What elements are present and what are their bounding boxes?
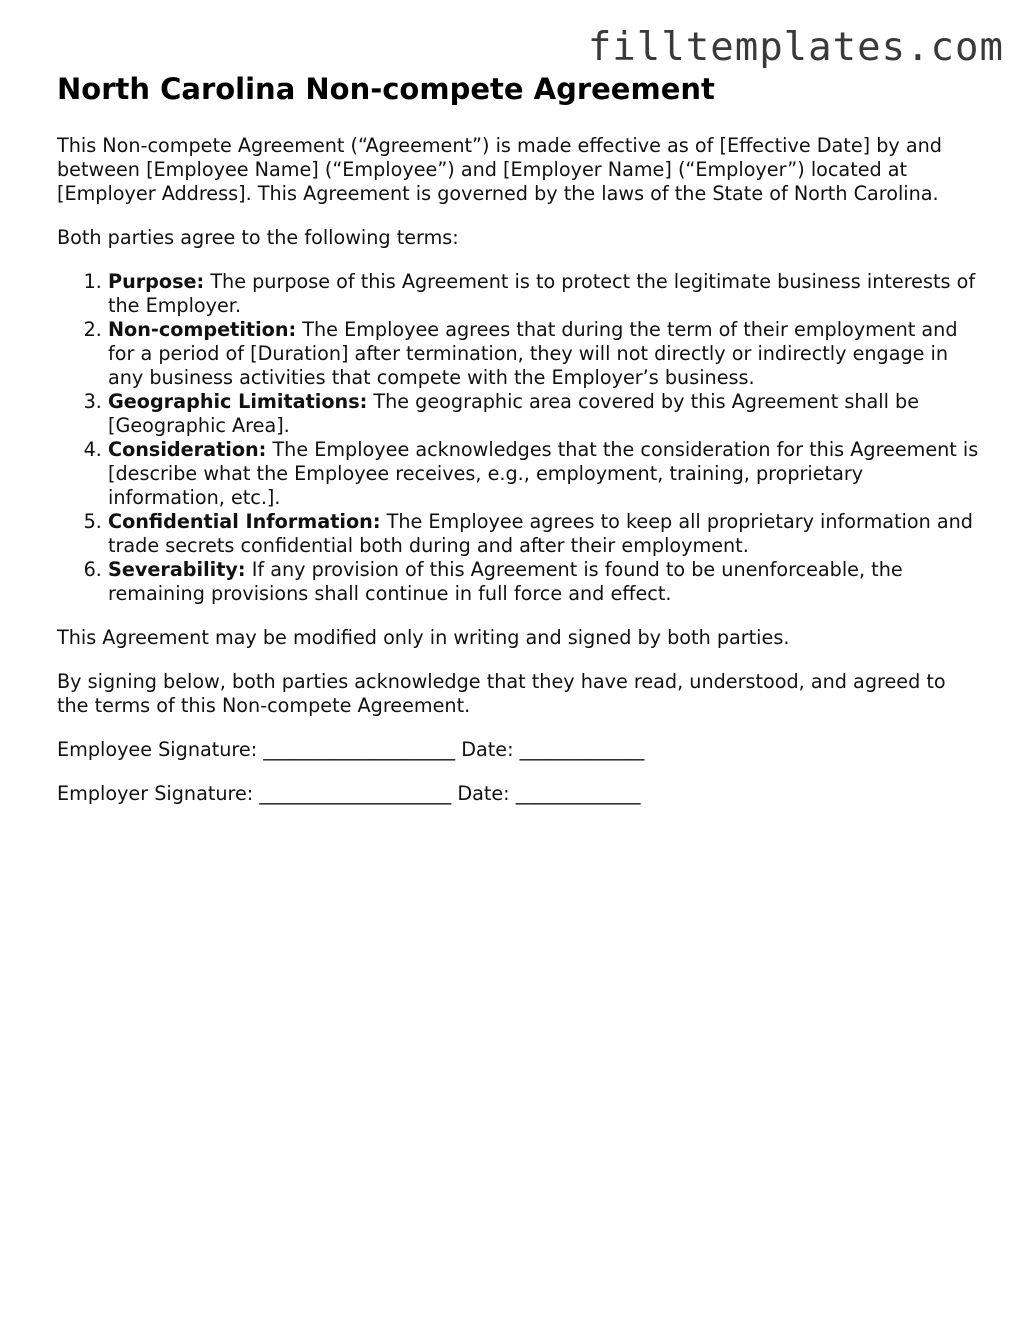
term-item-purpose bbox=[108, 270, 982, 318]
term-heading: Severability: bbox=[108, 558, 246, 581]
term-text: If any provision of this Agreement is found to be unenforceable, the remaining provisions shall continue in full force and effect. bbox=[108, 558, 903, 605]
watermark-logo: filltemplates.com bbox=[587, 25, 1004, 70]
term-heading: Purpose: bbox=[108, 270, 205, 293]
term-item-non-competition bbox=[108, 318, 982, 390]
term-heading: Non-competition: bbox=[108, 318, 297, 341]
term-item-confidential-information bbox=[108, 510, 982, 558]
term-text: The Employee acknowledges that the consideration for this Agreement is [describe what the Employee receives, e.g., employment, training, proprietary information, etc.]. bbox=[108, 438, 979, 509]
term-item-severability bbox=[108, 558, 982, 606]
modification-clause: This Agreement may be modified only in writing and signed by both parties. bbox=[57, 626, 790, 649]
term-text: The geographic area covered by this Agreement shall be [Geographic Area]. bbox=[108, 390, 920, 437]
term-text: The Employee agrees to keep all proprietary information and trade secrets confidential both during and after their employment. bbox=[108, 510, 973, 557]
document-title: North Carolina Non-compete Agreement bbox=[57, 72, 715, 106]
term-item-geographic-limitations bbox=[108, 390, 982, 438]
term-heading: Confidential Information: bbox=[108, 510, 381, 533]
acknowledgement-paragraph: By signing below, both parties acknowledge that they have read, understood, and agreed to the terms of this Non-compete Agreement. bbox=[57, 670, 946, 717]
terms-lead: Both parties agree to the following terms: bbox=[57, 226, 459, 249]
term-heading: Consideration: bbox=[108, 438, 267, 461]
term-text: The purpose of this Agreement is to protect the legitimate business interests of the Employer. bbox=[108, 270, 976, 317]
employee-signature-line: Employee Signature: ____________________ Date: _____________ bbox=[57, 738, 645, 761]
employer-signature-line: Employer Signature: ____________________ Date: _____________ bbox=[57, 782, 641, 805]
terms-list bbox=[57, 270, 982, 606]
document-body bbox=[57, 70, 982, 826]
intro-paragraph: This Non-compete Agreement (“Agreement”) is made effective as of [Effective Date] by and between [Employee Name] (“Employee”) and [Employer Name] (“Employer”) located at [Employer Address]. This Agreement is governed by the laws of the State of North Carolina. bbox=[57, 134, 942, 205]
term-text: The Employee agrees that during the term of their employment and for a period of [Duration] after termination, they will not directly or indirectly engage in any business activities that compete with the Employer’s business. bbox=[108, 318, 958, 389]
term-item-consideration bbox=[108, 438, 982, 510]
term-heading: Geographic Limitations: bbox=[108, 390, 368, 413]
